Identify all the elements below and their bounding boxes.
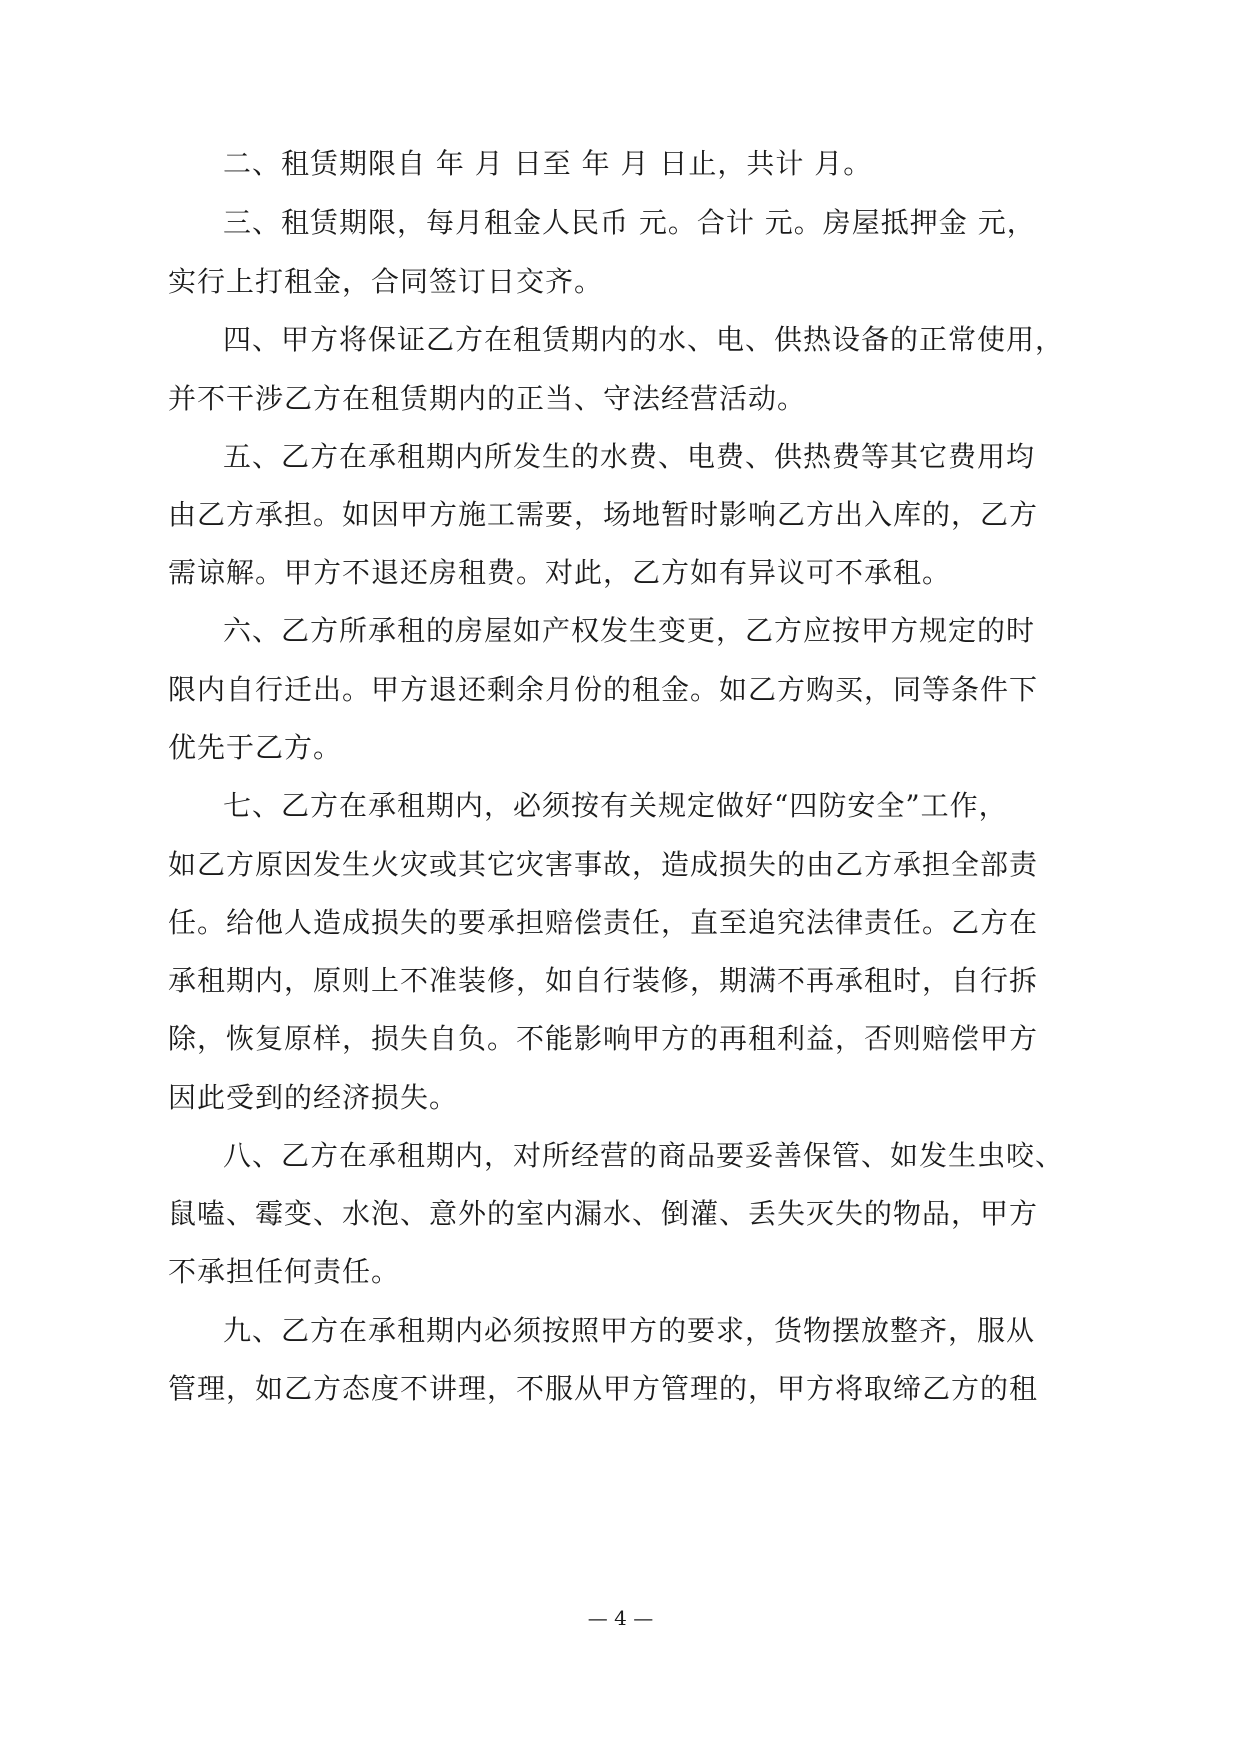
text-line: 七、乙方在承租期内，必须按有关规定做好“四防安全”工作， xyxy=(223,789,1008,822)
text-line: 不承担任何责任。 xyxy=(168,1255,401,1288)
text-line: 由乙方承担。如因甲方施工需要，场地暂时影响乙方出入库的，乙方 xyxy=(168,498,1039,531)
text-line: 需谅解。甲方不退还房租费。对此，乙方如有异议可不承租。 xyxy=(168,556,952,589)
text-line: 五、乙方在承租期内所发生的水费、电费、供热费等其它费用均 xyxy=(223,440,1036,473)
page-number: — 4 — xyxy=(587,1606,654,1630)
text-line: 承租期内，原则上不准装修，如自行装修，期满不再承租时，自行拆 xyxy=(168,964,1039,997)
text-line: 三、租赁期限，每月租金人民币 元。合计 元。房屋抵押金 元， xyxy=(223,206,1036,239)
text-line: 六、乙方所承租的房屋如产权发生变更，乙方应按甲方规定的时 xyxy=(223,614,1036,647)
text-line: 鼠嗑、霉变、水泡、意外的室内漏水、倒灌、丢失灭失的物品，甲方 xyxy=(168,1197,1039,1230)
text-line: 四、甲方将保证乙方在租赁期内的水、电、供热设备的正常使用， xyxy=(223,323,1065,356)
text-line: 任。给他人造成损失的要承担赔偿责任，直至追究法律责任。乙方在 xyxy=(168,906,1039,939)
text-line: 并不干涉乙方在租赁期内的正当、守法经营活动。 xyxy=(168,382,807,415)
text-line: 二、租赁期限自 年 月 日至 年 月 日止，共计 月。 xyxy=(223,147,873,180)
text-line: 限内自行迁出。甲方退还剩余月份的租金。如乙方购买，同等条件下 xyxy=(168,673,1039,706)
text-line: 除，恢复原样，损失自负。不能影响甲方的再租利益，否则赔偿甲方 xyxy=(168,1022,1039,1055)
text-line: 九、乙方在承租期内必须按照甲方的要求，货物摆放整齐，服从 xyxy=(223,1314,1036,1347)
text-line: 八、乙方在承租期内，对所经营的商品要妥善保管、如发生虫咬、 xyxy=(223,1139,1065,1172)
text-line: 实行上打租金，合同签订日交齐。 xyxy=(168,265,604,298)
text-line: 如乙方原因发生火灾或其它灾害事故，造成损失的由乙方承担全部责 xyxy=(168,848,1039,881)
text-line: 因此受到的经济损失。 xyxy=(168,1081,459,1114)
text-line: 优先于乙方。 xyxy=(168,731,343,764)
text-line: 管理，如乙方态度不讲理，不服从甲方管理的，甲方将取缔乙方的租 xyxy=(168,1372,1039,1405)
